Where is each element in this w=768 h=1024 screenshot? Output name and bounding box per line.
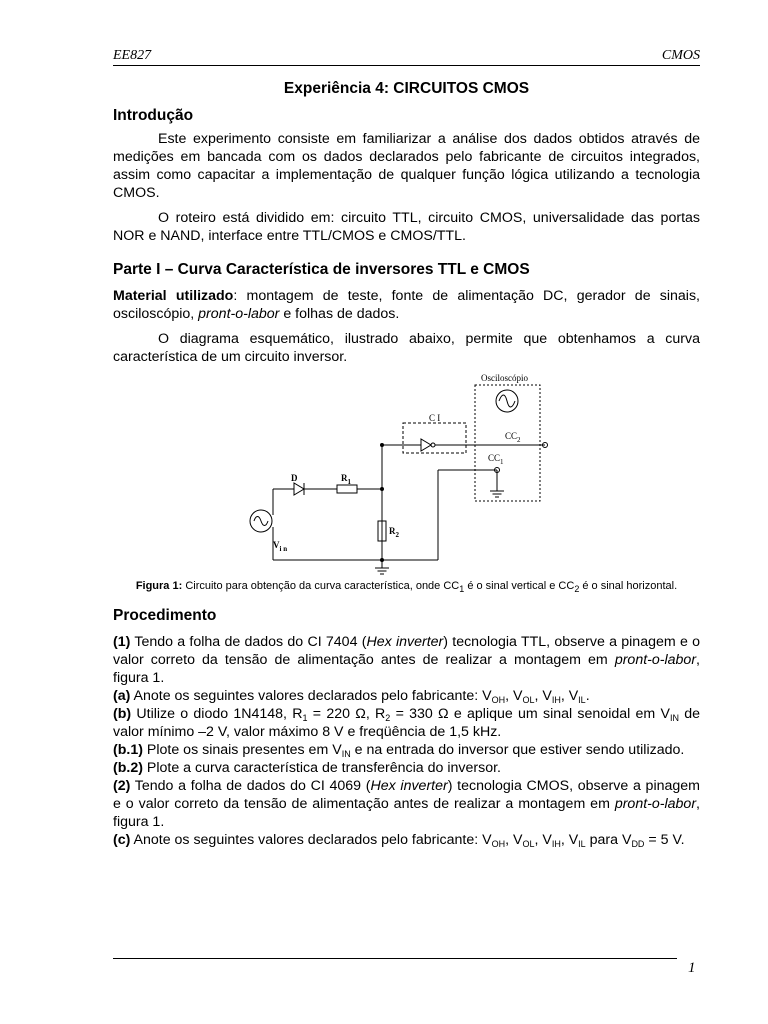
osc-label: Osciloscópio xyxy=(481,373,528,383)
procedure-item-b2: (b.2) Plote a curva característica de transferência do inversor. xyxy=(113,760,501,776)
part1-heading: Parte I – Curva Característica de inversores TTL e CMOS xyxy=(113,261,530,278)
material-italic: pront-o-labor xyxy=(198,306,280,322)
procedure-item-a: (a) Anote os seguintes valores declarados pelo fabricante: $V_{OH}$, $V_{OL}$, $V_{IH}$, $V_{IL}$. xyxy=(113,688,590,705)
procedure-item-b1: (b.1) Plote os sinais presentes em $V_{IN}$ e na entrada do inversor que estiver sendo utilizado. xyxy=(113,742,685,759)
caption-label: Figura 1: xyxy=(135,580,183,592)
diode-symbol xyxy=(294,483,304,495)
vin-label: $V_{i n}$ xyxy=(273,540,288,553)
ic-box xyxy=(403,423,466,453)
inverter-symbol xyxy=(421,439,431,451)
material-label: Material utilizado xyxy=(113,288,234,304)
figure-1-circuit xyxy=(113,371,700,576)
material-text: : montagem de teste, fonte de alimentação DC, gerador de sinais, osciloscópio, xyxy=(113,288,700,322)
intro-paragraph-1: Este experimento consiste em familiarizar a análise dos dados obtidos através de medições em bancada com os dados declarados pelo fabricante de circuitos integrados, assim como capacitar a implementação de qualquer função lógica utilizando a tecnologia CMOS. xyxy=(113,131,700,201)
diagram-intro-paragraph: O diagrama esquemático, ilustrado abaixo, permite que obtenhamos a curva característica de um circuito inversor. xyxy=(113,331,700,365)
procedure-item-c: (c) Anote os seguintes valores declarados pelo fabricante: $V_{OH}$, $V_{OL}$, $V_{IH}$, $V_{IL}$ para $V_{DD} = 5$ V. xyxy=(113,832,685,849)
cc1-label: $CC_1$ xyxy=(488,453,504,466)
material-paragraph xyxy=(113,287,700,323)
cc2-label: $CC_2$ xyxy=(505,431,521,444)
procedure-heading: Procedimento xyxy=(113,607,217,624)
figure-caption: Figura 1: Circuito para obtenção da curva característica, onde $CC_1$ é o sinal vertical e $CC_2$ é o sinal horizontal. xyxy=(135,580,678,594)
header-topic: CMOS xyxy=(661,48,700,63)
diode-label: D xyxy=(291,473,298,483)
procedure-item-2: (2) Tendo a folha de dados do CI 4069 (Hex inverter) tecnologia CMOS, observe a pinagem e o valor correto da tensão de alimentação antes de realizar a montagem em pront-o-labor, figura 1. xyxy=(113,778,700,830)
document-body xyxy=(113,80,700,849)
header-course-code: EE827 xyxy=(113,48,152,63)
procedure-item-b: (b) Utilize o diodo 1N4148, $R_1 = 220$ Ω, $R_2 = 330$ Ω e aplique um sinal senoidal em $V_{IN}$ de valor mínimo –2 V, valor máximo 8 V e freqüência de 1,5 kHz. xyxy=(113,706,700,740)
page-number: 1 xyxy=(688,960,696,976)
r2-label: $R_2$ xyxy=(389,526,399,539)
procedure-list xyxy=(113,633,700,849)
intro-heading: Introdução xyxy=(113,107,194,124)
ci-label: C I xyxy=(429,413,441,423)
material-text-end: e folhas de dados. xyxy=(279,306,400,322)
circuit-diagram xyxy=(113,371,700,576)
intro-paragraph-2: O roteiro está dividido em: circuito TTL, circuito CMOS, universalidade das portas NOR e NAND, interface entre TTL/CMOS e CMOS/TTL. xyxy=(113,210,700,244)
footer-rule xyxy=(113,958,677,959)
r1-label: $R_1$ xyxy=(341,473,351,486)
document-title: Experiência 4: CIRCUITOS CMOS xyxy=(283,80,530,97)
page-header xyxy=(113,49,700,66)
procedure-item-1: (1) Tendo a folha de dados do CI 7404 (Hex inverter) tecnologia TTL, observe a pinagem e o valor correto da tensão de alimentação antes de realizar a montagem em pront-o-labor, figura 1. xyxy=(113,634,700,686)
resistor-r1 xyxy=(337,485,357,493)
